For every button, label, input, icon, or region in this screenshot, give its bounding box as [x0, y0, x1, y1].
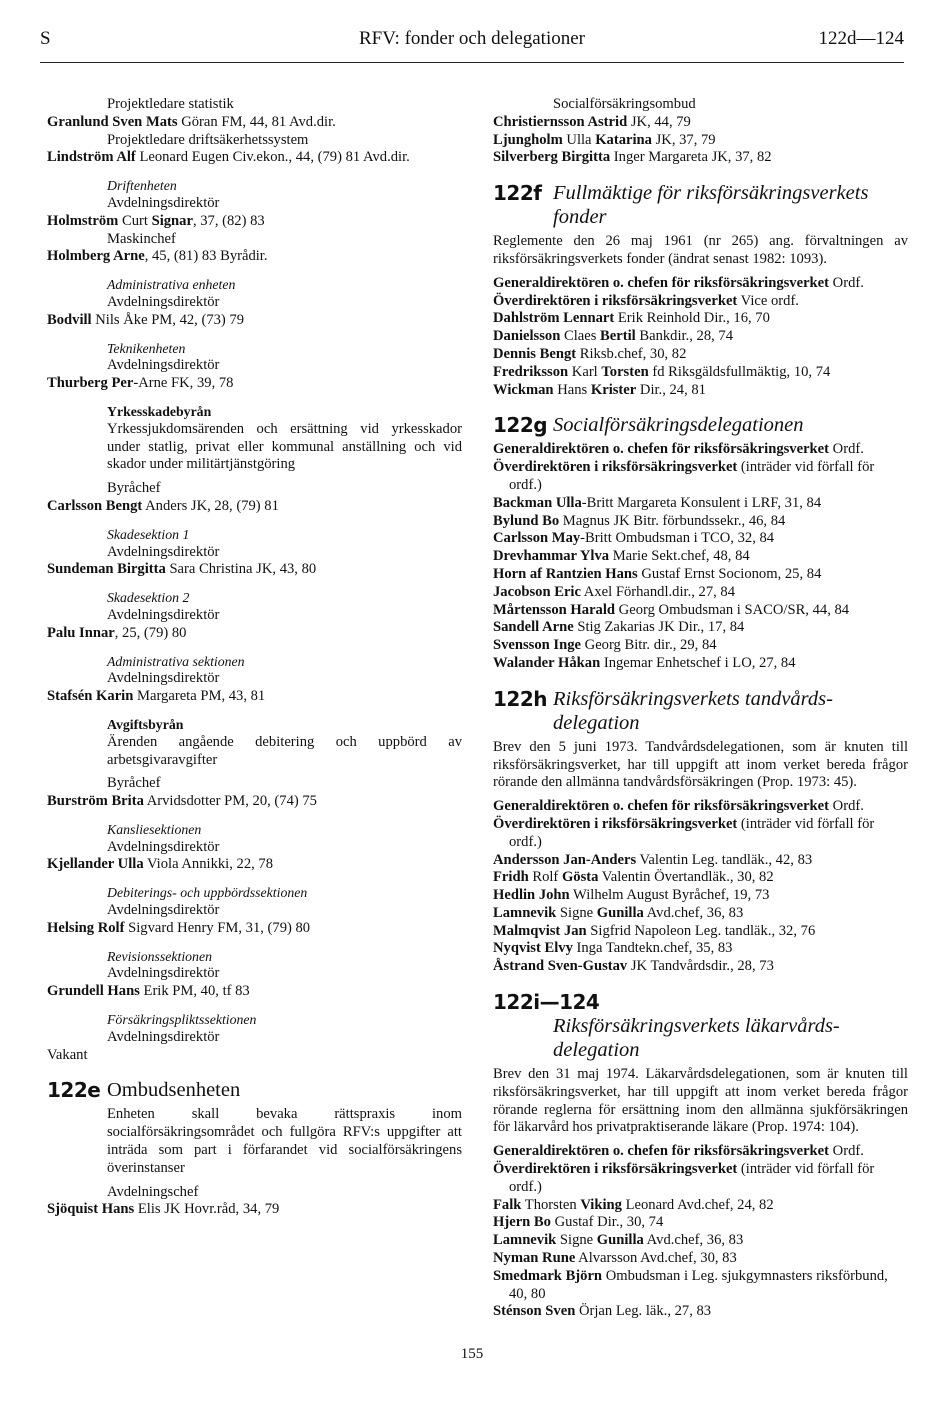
entry: Överdirektören i riksförsäkringsverket (inträder vid förfall för ordf.) — [493, 815, 875, 850]
entry: Hedlin John Wilhelm August Byråchef, 19, 73 — [493, 887, 770, 904]
entry: Danielsson Claes Bertil Bankdir., 28, 74 — [493, 328, 734, 345]
entry: Lindström Alf Leonard Eugen Civ.ekon., 44, (79) 81 Avd.dir. — [47, 149, 410, 166]
section-122f-heading — [493, 181, 908, 229]
entry: Sjöquist Hans Elis JK Hovr.råd, 34, 79 — [47, 1201, 280, 1218]
section-title: Ombudsenheten — [107, 1079, 241, 1102]
title-line: Avdelningsdirektör — [107, 543, 220, 560]
bureau-description: Yrkessjukdomsärenden och ersättning vid yrkesskador under statlig, privat eller kommunal anställning och vid skador under militärtjänstgöring — [107, 420, 462, 473]
section-number: 122g — [493, 413, 548, 438]
entry: Horn af Rantzien Hans Gustaf Ernst Socionom, 25, 84 — [493, 565, 822, 582]
entry: Bodvill Nils Åke PM, 42, (73) 79 — [47, 311, 245, 328]
entry: Thurberg Per-Arne FK, 39, 78 — [47, 375, 234, 392]
right-column — [493, 96, 908, 1321]
entry: Helsing Rolf Sigvard Henry FM, 31, (79) 80 — [47, 919, 311, 936]
entry: Lamnevik Signe Gunilla Avd.chef, 36, 83 — [493, 904, 744, 921]
entry: Smedmark Björn Ombudsman i Leg. sjukgymnasters riksförbund, 40, 80 — [493, 1267, 888, 1302]
entry-vacant: Vakant — [47, 1046, 88, 1063]
section-number: 122f — [493, 181, 542, 206]
title-line: Avdelningsdirektör — [107, 357, 220, 374]
entry: Malmqvist Jan Sigfrid Napoleon Leg. tandläk., 32, 76 — [493, 922, 816, 939]
section-title: Riksförsäkringsverkets läkarvårds- delegation — [553, 1015, 840, 1062]
header-section-letter: S — [40, 28, 51, 49]
entry: Lamnevik Signe Gunilla Avd.chef, 36, 83 — [493, 1232, 744, 1249]
title-line: Avdelningsdirektör — [107, 606, 220, 623]
entry: Fredriksson Karl Torsten fd Riksgäldsfullmäktig, 10, 74 — [493, 363, 831, 380]
entry: Palu Innar, 25, (79) 80 — [47, 624, 187, 641]
title-line: Avdelningsdirektör — [107, 902, 220, 919]
section-number: 122i—124 — [493, 990, 600, 1015]
entry: Bylund Bo Magnus JK Bitr. förbundssekr., 46, 84 — [493, 512, 786, 529]
entry: Generaldirektören o. chefen för riksförsäkringsverket Ordf. — [493, 274, 864, 291]
entry: Holmström Curt Signar, 37, (82) 83 — [47, 212, 265, 229]
entry: Sundeman Birgitta Sara Christina JK, 43, 80 — [47, 561, 317, 578]
entry-name: Granlund Sven Mats — [47, 113, 178, 130]
entry: Fridh Rolf Gösta Valentin Övertandläk., 30, 82 — [493, 869, 774, 886]
section-heading: Driftenheten — [107, 178, 177, 194]
header-range: 122d—124 — [818, 28, 904, 49]
entry: Mårtensson Harald Georg Ombudsman i SACO/SR, 44, 84 — [493, 601, 850, 618]
section-title: Fullmäktige för riksförsäkringsverkets fonder — [553, 182, 869, 229]
bureau-heading: Yrkesskadebyrån — [107, 403, 212, 419]
section-heading: Administrativa enheten — [107, 277, 236, 293]
section-heading: Debiterings- och uppbördssektionen — [107, 885, 308, 901]
title-line: Byråchef — [107, 775, 161, 792]
entry: Ljungholm Ulla Katarina JK, 37, 79 — [493, 131, 716, 148]
bureau-heading: Avgiftsbyrån — [107, 716, 184, 732]
entry: Överdirektören i riksförsäkringsverket (inträder vid förfall för ordf.) — [493, 1161, 875, 1195]
title-line: Socialförsäkringsombud — [553, 96, 696, 112]
section-title: Socialförsäkringsdelegationen — [553, 414, 804, 437]
entry: Drevhammar Ylva Marie Sekt.chef, 48, 84 — [493, 548, 750, 565]
section-122i-heading — [493, 990, 908, 1014]
entry: Jacobson Eric Axel Förhandl.dir., 27, 84 — [493, 583, 736, 600]
entry: Nyqvist Elvy Inga Tandtekn.chef, 35, 83 — [493, 940, 733, 957]
section-heading: Administrativa sektionen — [107, 653, 245, 669]
section-heading: Teknikenheten — [107, 340, 186, 356]
entry: Åstrand Sven-Gustav JK Tandvårdsdir., 28, 73 — [493, 958, 774, 975]
entry: Sténson Sven Örjan Leg. läk., 27, 83 — [493, 1303, 712, 1320]
entry: Falk Thorsten Viking Leonard Avd.chef, 24, 82 — [493, 1196, 774, 1213]
section-title-block — [493, 1014, 908, 1062]
title-line: Avdelningsdirektör — [107, 194, 220, 211]
section-heading: Skadesektion 1 — [107, 526, 190, 542]
entry: Dennis Bengt Riksb.chef, 30, 82 — [493, 345, 687, 362]
section-description: Brev den 31 maj 1974. Läkarvårdsdelegationen, som är knuten till riksförsäkringsverket, har till uppgift att inom verket bereda frågor rörande reglerna för ersättning inom den allmänna sjukförsäkringen för läkarvård hos privatpraktiserande läkare (Prop. 1974: 104). — [493, 1066, 908, 1136]
title-line: Avdelningsdirektör — [107, 965, 220, 982]
title-line: Projektledare driftsäkerhetssystem — [107, 131, 309, 148]
section-122g-heading — [493, 413, 908, 437]
entry: Dahlström Lennart Erik Reinhold Dir., 16, 70 — [493, 310, 770, 327]
section-122e-heading — [47, 1078, 462, 1102]
entry: Walander Håkan Ingemar Enhetschef i LO, 27, 84 — [493, 654, 796, 671]
running-header — [40, 28, 904, 58]
entry: Silverberg Birgitta Inger Margareta JK, 37, 82 — [493, 149, 772, 166]
title-line: Projektledare statistik — [107, 96, 234, 112]
title-line: Avdelningsdirektör — [107, 293, 220, 310]
left-column — [47, 96, 462, 1219]
entry: Stafsén Karin Margareta PM, 43, 81 — [47, 688, 266, 705]
entry: Svensson Inge Georg Bitr. dir., 29, 84 — [493, 637, 717, 654]
section-heading: Kansliesektionen — [107, 821, 202, 837]
entry: Holmberg Arne, 45, (81) 83 Byrådir. — [47, 248, 268, 265]
section-122h-heading — [493, 687, 908, 735]
entry: Carlsson May-Britt Ombudsman i TCO, 32, 84 — [493, 530, 775, 547]
entry: Backman Ulla-Britt Margareta Konsulent i LRF, 31, 84 — [493, 494, 822, 511]
section-heading: Skadesektion 2 — [107, 590, 190, 606]
section-description: Brev den 5 juni 1973. Tandvårdsdelegationen, som är knuten till riksförsäkringsverket, har till uppgift att inom verket bereda frågor rörande den allmänna tandvårdsförsäkringen (Prop. 1973: 45). — [493, 738, 908, 791]
section-heading: Revisionssektionen — [107, 948, 212, 964]
section-number: 122e — [47, 1078, 101, 1103]
entry: Burström Brita Arvidsdotter PM, 20, (74) 75 — [47, 793, 317, 810]
entry: Kjellander Ulla Viola Annikki, 22, 78 — [47, 856, 274, 873]
page-number: 155 — [460, 1346, 484, 1362]
title-line: Avdelningsdirektör — [107, 1028, 220, 1045]
section-description: Enheten skall bevaka rättspraxis inom socialförsäkringsområdet och fullgöra RFV:s uppgifter att inträda som part i förfarandet vid socialförsäkringens överinstanser — [107, 1106, 462, 1176]
entry: Hjern Bo Gustaf Dir., 30, 74 — [493, 1214, 664, 1231]
entry: Granlund Sven Mats Göran FM, 44, 81 Avd.dir. — [47, 113, 336, 130]
entry: Carlsson Bengt Anders JK, 28, (79) 81 — [47, 497, 279, 514]
entry: Generaldirektören o. chefen för riksförsäkringsverket Ordf. — [493, 441, 864, 458]
header-title: RFV: fonder och delegationer — [359, 28, 585, 49]
entry: Sandell Arne Stig Zakarias JK Dir., 17, 84 — [493, 619, 745, 636]
section-number: 122h — [493, 686, 547, 711]
entry: Överdirektören i riksförsäkringsverket Vice ordf. — [493, 292, 799, 309]
title-line: Maskinchef — [107, 230, 176, 247]
entry: Wickman Hans Krister Dir., 24, 81 — [493, 381, 706, 398]
title-line: Byråchef — [107, 480, 161, 497]
entry: Nyman Rune Alvarsson Avd.chef, 30, 83 — [493, 1250, 737, 1267]
entry: Generaldirektören o. chefen för riksförsäkringsverket Ordf. — [493, 798, 864, 815]
section-description: Reglemente den 26 maj 1961 (nr 265) ang. förvaltningen av riksförsäkringsverkets fonder (ändrat senast 1982: 1093). — [493, 233, 908, 267]
entry: Överdirektören i riksförsäkringsverket (inträder vid förfall för ordf.) — [493, 459, 875, 493]
title-line: Avdelningsdirektör — [107, 670, 220, 687]
entry-name: Lindström Alf — [47, 149, 136, 166]
entry: Christiernsson Astrid JK, 44, 79 — [493, 113, 691, 130]
bureau-description: Ärenden angående debitering och uppbörd av arbetsgivaravgifter — [107, 733, 462, 768]
title-line: Avdelningschef — [107, 1183, 199, 1200]
section-title: Riksförsäkringsverkets tandvårds- delegation — [553, 687, 833, 734]
title-line: Avdelningsdirektör — [107, 838, 220, 855]
entry: Andersson Jan-Anders Valentin Leg. tandläk., 42, 83 — [493, 851, 813, 868]
header-rule — [40, 62, 904, 63]
entry: Generaldirektören o. chefen för riksförsäkringsverket Ordf. — [493, 1143, 864, 1160]
entry: Grundell Hans Erik PM, 40, tf 83 — [47, 983, 250, 1000]
section-heading: Försäkringspliktssektionen — [107, 1012, 257, 1028]
